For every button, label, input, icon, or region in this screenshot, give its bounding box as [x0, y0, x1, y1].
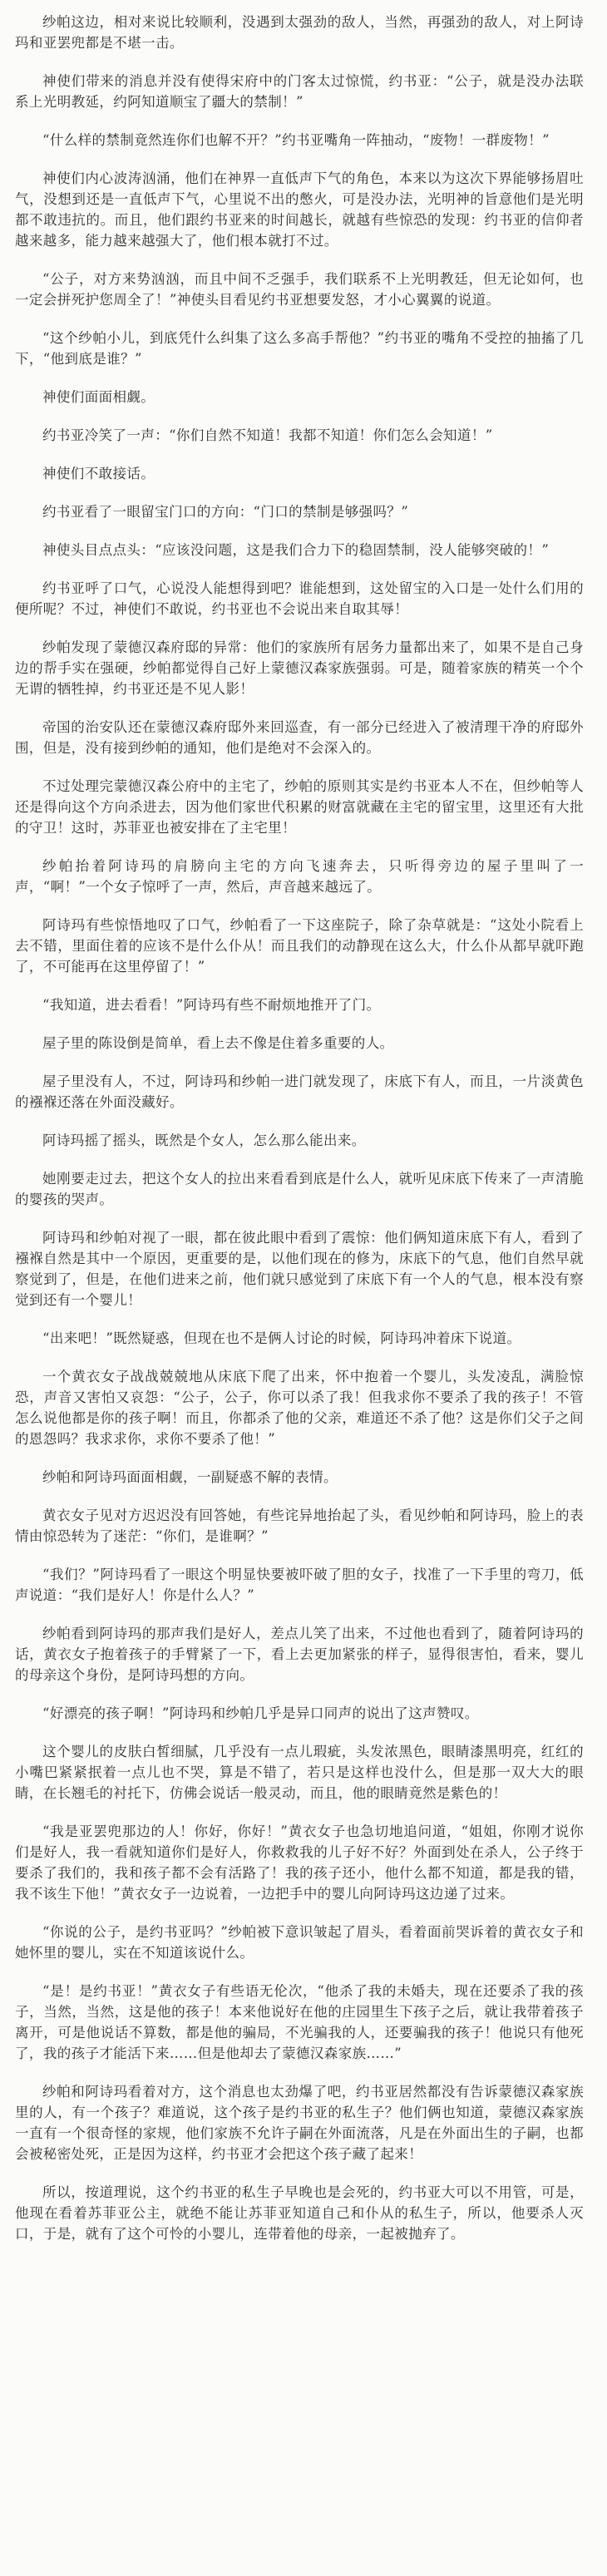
- paragraph: 约书亚冷笑了一声：“你们自然不知道！我都不知道！你们怎么会知道！”: [42, 427, 493, 443]
- paragraph: 这个婴儿的皮肤白皙细腻，几乎没有一点儿瑕疵，头发浓黑色，眼睛漆黑明亮，红红的小嘴巴紧紧抿着一点儿也不哭，算是不错了，若只是这样也没什么，但是那一双大大的眼睛，在长翘毛的衬托下，仿佛会说话一般灵动，而且，他的眼睛竟然是紫色的！: [15, 1744, 584, 1801]
- paragraph: 阿诗玛和纱帕对视了一眼，都在彼此眼中看到了震惊：他们俩知道床底下有人，看到了襁褓自然是其中一个原因，更重要的是，以他们现在的修为，床底下的气息，他们自然早就察觉到了，但是，在他们进来之前，他们就只感觉到了床底下有一个人的气息，根本没有察觉到还有一个婴儿！: [15, 1230, 584, 1308]
- paragraph: 帝国的治安队还在蒙德汉森府邸外来回巡查，有一部分已经进入了被清理干净的府邸外围，但是，没有接到纱帕的通知，他们是绝对不会深入的。: [15, 719, 584, 756]
- paragraph: “我知道，进去看看！”阿诗玛有些不耐烦地推开了门。: [42, 997, 381, 1013]
- paragraph: 纱帕这边，相对来说比较顺利，没遇到太强劲的敌人，当然，再强劲的敌人，对上阿诗玛和亚罢兜都是不堪一击。: [15, 14, 584, 51]
- paragraph: 神使们带来的消息并没有使得宋府中的门客太过惊慌，约书亚：“公子，就是没办法联系上光明教延，约阿知道顺宝了疆大的禁制！”: [15, 73, 584, 110]
- paragraph: 纱帕看到阿诗玛的那声我们是好人，差点儿笑了出来，不过他也看到了，随着阿诗玛的话，黄衣女子抱着孩子的手臂紧了一下，看上去更加紧张的样子，显得很害怕，看来，婴儿的母亲这个身份，是阿诗玛想的方向。: [15, 1626, 584, 1683]
- paragraph: 约书亚呼了口气，心说没人能想得到吧？谁能想到，这处留宝的入口是一处什么们用的便所呢？不过，神使们不敢说，约书亚也不会说出来自取其辱！: [15, 580, 584, 617]
- paragraph: 一个黄衣女子战战兢兢地从床底下爬了出来，怀中抱着一个婴儿，头发凌乱，满脸惊恐，声音又害怕又哀怨：“公子，公子，你可以杀了我！但我求你不要杀了我的孩子！不管怎么说他都是你的孩子啊！而且，你都杀了他的父亲，难道还不杀了他？这是你们父子之间的恩怨吗？我求求你，求你不要杀了他！”: [15, 1369, 584, 1447]
- paragraph: “什么样的禁制竟然连你们也解不开？”约书亚嘴角一阵抽动，“废物！一群废物！”: [42, 132, 550, 148]
- paragraph: 黄衣女子见对方迟迟没有回答她，有些诧异地抬起了头，看见纱帕和阿诗玛，脸上的表情由惊恐转为了迷茫：“你们，是谁啊？”: [15, 1508, 584, 1544]
- paragraph: 阿诗玛有些惊悟地叹了口气，纱帕看了一下这座院子，除了杂草就是：“这处小院看上去不错，里面住着的应该不是什么仆从！而且我们的动静现在这么大，什么仆从都早就吓跑了，不可能再在这里停留了！”: [15, 917, 584, 975]
- paragraph: 屋子里的陈设倒是简单，看上去不像是住着多重要的人。: [42, 1035, 394, 1051]
- paragraph: “你说的公子，是约书亚吗？”纱帕被下意识皱起了眉头，看着面前哭诉着的黄衣女子和她怀里的婴儿，实在不知道该说什么。: [15, 1924, 584, 1961]
- paragraph: 神使头目点点头：“应该没问题，这是我们合力下的稳固禁制，没人能够突破的！”: [42, 542, 550, 558]
- paragraph: 纱帕和阿诗玛看着对方，这个消息也太劲爆了吧，约书亚居然都没有告诉蒙德汉森家族里的人，有一个孩子？难道说，这个孩子是约书亚的私生子？他们俩也知道，蒙德汉森家族一直有一个很奇怪的家规，他们家族不允许子嗣在外面流落，凡是在外面出生的子嗣，也都会被秘密处死，正是因为这样，约书亚才会把这个孩子藏了起来！: [15, 2084, 584, 2162]
- paragraph: 她刚要走过去，把这个女人的拉出来看看到底是什么人，就听见床底下传来了一声清脆的婴孩的哭声。: [15, 1171, 584, 1207]
- paragraph: 纱帕和阿诗玛面面相觑，一副疑惑不解的表情。: [42, 1469, 338, 1485]
- paragraph: 所以，按道理说，这个约书亚的私生子早晚也是会死的，约书亚大可以不用管，可是，他现在看着苏菲亚公主，就绝不能让苏菲亚知道自己和仆从的私生子，所以，他要杀人灭口，于是，就有了这个可怜的小婴儿，连带着他的母亲，一起被抛弃了。: [15, 2184, 584, 2242]
- paragraph: 约书亚看了一眼留宝门口的方向：“门口的禁制是够强吗？”: [42, 504, 409, 520]
- paragraph: 神使们面面相觑。: [42, 389, 155, 405]
- paragraph: 神使们内心波涛汹涌，他们在神界一直低声下气的角色，本来以为这次下界能够扬眉吐气，没想到还是一直低声下气，心里说不出的憋火，可是没办法，光明神的旨意他们是光明都不敢违抗的。而且，他们跟约书亚来的时间越长，就越有些惊恐的发现：约书亚的信仰者越来越多，能力越来越强大了，他们根本就打不过。: [15, 170, 584, 249]
- paragraph: 阿诗玛摇了摇头，既然是个女人，怎么那么能出来。: [42, 1133, 366, 1148]
- paragraph: 神使们不敢接话。: [42, 466, 155, 481]
- paragraph: 屋子里没有人，不过，阿诗玛和纱帕一进门就发现了，床底下有人，而且，一片淡黄色的襁褓还落在外面没藏好。: [15, 1073, 584, 1110]
- paragraph: “这个纱帕小儿，到底凭什么纠集了这么多高手帮他？”约书亚的嘴角不受控的抽搐了几下，“他到底是谁？”: [15, 330, 584, 367]
- paragraph: “我是亚罢兜那边的人！你好，你好！”黄衣女子也急切地追问道，“姐姐，你刚才说你们是好人，我一看就知道你们是好人，你救救我的儿子好不好？外面到处在杀人，公子终于要杀了我们的，我和孩子都不会有活路了！我的孩子还小，他什么都不知道，都是我的错，我不该生下他！”黄衣女子一边说着，一边把手中的婴儿向阿诗玛这边递了过来。: [15, 1823, 584, 1902]
- paragraph: “好漂亮的孩子啊！”阿诗玛和纱帕几乎是异口同声的说出了这声赞叹。: [42, 1705, 479, 1721]
- paragraph: 不过处理完蒙德汉森公府中的主宅了，纱帕的原则其实是约书亚本人不在，但纱帕等人还是得向这个方向杀进去，因为他们家世代积累的财富就藏在主宅的留宝里，这里还有大批的守卫！这时，苏菲亚也被安排在了主宅里！: [15, 778, 584, 836]
- paragraph: “出来吧！”既然疑惑，但现在也不是俩人讨论的时候，阿诗玛冲着床下说道。: [42, 1330, 521, 1346]
- paragraph: 纱帕发现了蒙德汉森府邸的异常：他们的家族所有居务力量都出来了，如果不是自己身边的帮手实在强硬，纱帕都觉得自己好上蒙德汉森家族强弱。可是，随着家族的精英一个个无谓的牺牲掉，约书亚还是不见人影！: [15, 639, 584, 697]
- paragraph: “是！是约书亚！”黄衣女子有些语无伦次，“他杀了我的未婚夫，现在还要杀了我的孩子，当然，当然，这是他的孩子！本来他说好在他的庄园里生下孩子之后，就让我带着孩子离开，可是他说话不算数，都是他的骗局，不光骗我的人，还要骗我的孩子！他说只有他死了，我的孩子才能活下来……但是他却去了蒙德汉森家族……”: [15, 1983, 584, 2061]
- paragraph: “公子，对方来势汹汹，而且中间不乏强手，我们联系不上光明教廷，但无论如何，也一定会拼死护您周全了！”神使头目看见约书亚想要发怒，才小心翼翼的说道。: [15, 271, 584, 308]
- paragraph: 纱帕抬着阿诗玛的肩膀向主宅的方向飞速奔去，只听得旁边的屋子里叫了一声，“啊！”一个女子惊呼了一声，然后，声音越来越远了。: [15, 858, 584, 895]
- paragraph: “我们？”阿诗玛看了一眼这个明显快要被吓破了胆的女子，找准了一下手里的弯刀，低声说道：“我们是好人！你是什么人？”: [15, 1567, 584, 1603]
